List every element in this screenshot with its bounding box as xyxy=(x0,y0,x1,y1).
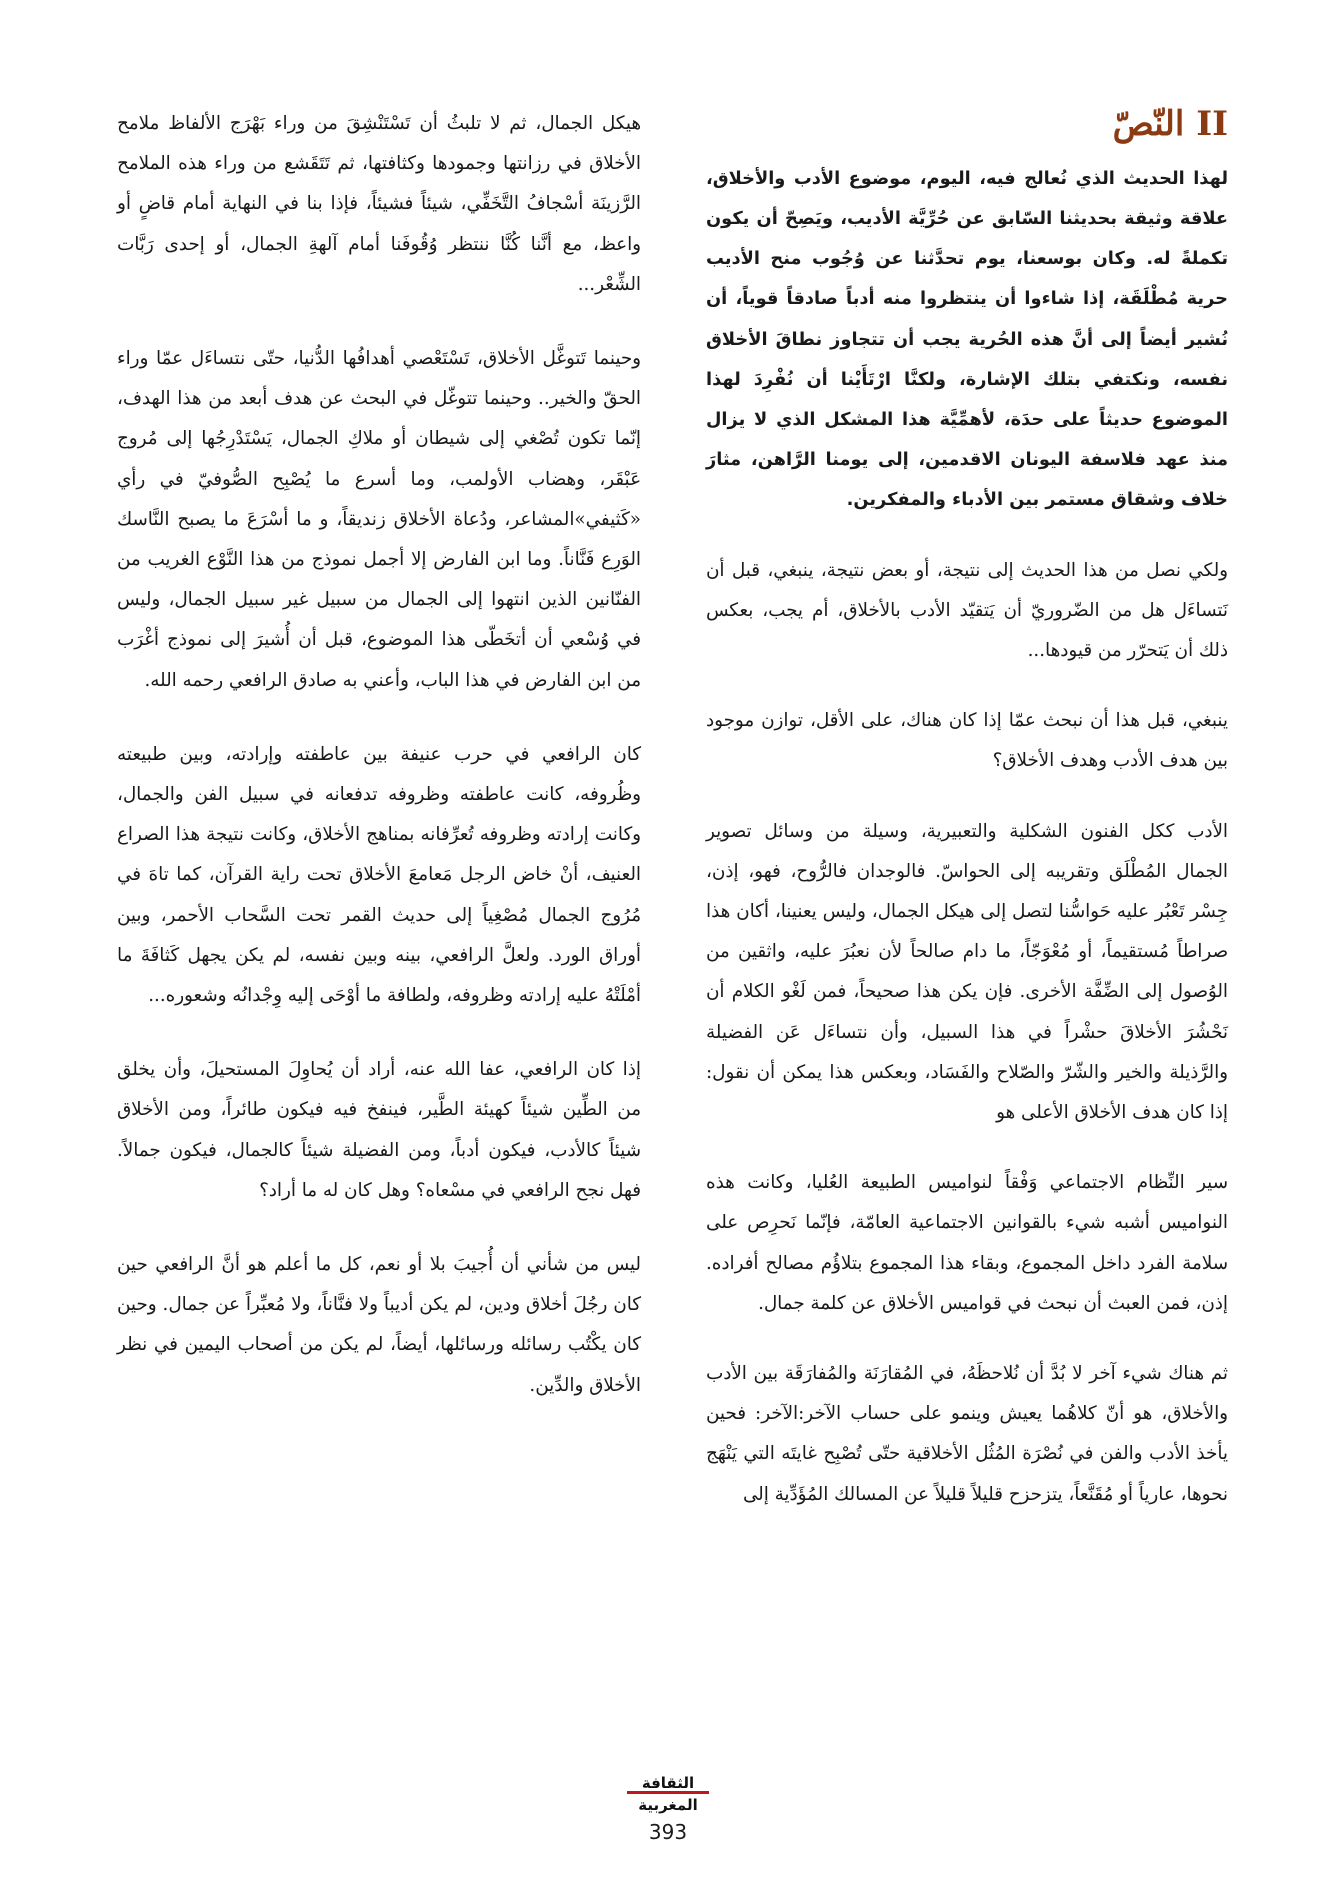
right-column xyxy=(706,104,1228,1545)
page-number: 393 xyxy=(648,1820,688,1844)
paragraph: سير النِّظام الاجتماعي وَفْقاً لنواميس الطبيعة العُليا، وكانت هذه النواميس أشبه شيء بالقوانين الاجتماعية العامّة، فإنّما نَحرِص على سلامة الفرد داخل المجموع، وبقاء هذا المجموع بتلاؤُم مصالح أفراده. إذن، فمن العبث أن نبحث في قواميس الأخلاق عن كلمة جمال. xyxy=(706,1172,1228,1314)
paragraph: ينبغي، قبل هذا أن نبحث عمّا إذا كان هناك، على الأقل، توازن موجود بين هدف الأدب وهدف الأخلاق؟ xyxy=(706,710,1228,772)
paragraph: كان الرافعي في حرب عنيفة بين عاطفته وإرادته، وبين طبيعته وظُروفه، كانت عاطفته وظروفه تدفعانه في سبيل الفن والجمال، وكانت إرادته وظروفه تُعرِّفانه بمناهج الأخلاق، وكانت نتيجة هذا الصراع العنيف، أنْ خاض الرجل مَعامعَ الأخلاق تحت راية القرآن، كما تاهَ في مُرُوج الجمال مُصْغِياً إلى حديث القمر تحت السَّحاب الأحمر، وبين أوراق الورد. ولعلَّ الرافعي، بينه وبين نفسه، لم يكن يجهل كَثافَةَ ما أمْلَتْهُ عليه إرادته وظروفه، ولطافة ما أوْحَى إليه وِجْدانُه وشعوره... xyxy=(117,743,641,1007)
page-footer xyxy=(608,1772,728,1844)
paragraph: الأدب ككل الفنون الشكلية والتعبيرية، وسيلة من وسائل تصوير الجمال المُطْلَق وتقريبه إلى الحواسّ. فالوجدان فالرُّوح، فهو، إذن، جِسْر تَعْبُر عليه حَواسُّنا لتصل إلى هيكل الجمال، وليس يعنينا، أكان هذا صراطاً مُستقيماً، أو مُعْوَجّاً، ما دام صالحاً لأن نعبُرَ عليه، واثقين من الوُصول إلى الضِّفَّة الأخرى. فإن يكن هذا صحيحاً، فمن لَغْو الكلام أن نَحْشُرَ الأخلاقَ حشْراً في هذا السبيل، وأن نتساءَل عَن الفضيلة والرَّذيلة والخير والشّرّ والصّلاح والفَسَاد، وبعكس هذا يمكن أن نقول: إذا كان هدف الأخلاق الأعلى هو xyxy=(706,820,1228,1124)
paragraph: هيكل الجمال، ثم لا تلبثُ أن تَسْتَنْشِقَ من وراء بَهْرَج الألفاظ ملامح الأخلاق في رزانتها وجمودها وكثافتها، ثم تَتَقَشع من وراء هذه الملامح الرَّزينَة أسْجافُ التَّخَفِّي، شيئاً فشيئاً، فإذا بنا في النهاية أمام قاضٍ أو واعظ، مع أنَّنا كُنَّا ننتظر وُقُوفَنا أمام آلهةِ الجمال، أو إحدى رَبَّات الشِّعْر... xyxy=(117,113,641,295)
lead-paragraph: لهذا الحديث الذي نُعالج فيه، اليوم، موضوع الأدب والأخلاق، علاقة وثيقة بحديثنا السّابق عن حُرِّيَّة الأديب، ويَصِحّ أن يكون تكملةً له. وكان بوسعنا، يوم تحدَّثنا عن وُجُوب منح الأديب حرية مُطْلَقَة، إذا شاءوا أن ينتظروا منه أدباً صادقاً قوياً، أن نُشير أيضاً إلى أنَّ هذه الحُرية يجب أن تتجاوز نطاقَ الأخلاق نفسه، ونكتفي بتلك الإشارة، ولكنَّا ارْتَأَيْنا أن نُفْرِدَ لهذا الموضوع حديثاً على حدَة، لأهمِّيَّة هذا المشكل الذي لا يزال منذ عهد فلاسفة اليونان الاقدمين، إلى يومنا الرَّاهن، مثارَ خلاف وشقاق مستمر بين الأدباء والمفكرين. xyxy=(706,167,1228,511)
left-column xyxy=(117,104,641,1440)
logo-text-top: الثقافة xyxy=(641,1774,695,1792)
logo-text-bottom: المغربية xyxy=(638,1796,698,1814)
paragraph: إذا كان الرافعي، عفا الله عنه، أراد أن يُحاوِلَ المستحيلَ، وأن يخلق من الطِّين شيئاً كهيئة الطَّير، فينفخ فيه فيكون طائراً، ومن الأخلاق شيئاً كالأدب، فيكون أدباً، ومن الفضيلة شيئاً كالجمال، فيكون جمالاً. فهل نجح الرافعي في مسْعاه؟ وهل كان له ما أراد؟ xyxy=(117,1059,641,1201)
magazine-logo xyxy=(613,1772,723,1814)
paragraph: وحينما تَتوغَّل الأخلاق، تَسْتَعْصي أهدافُها الدُّنيا، حتّى نتساءَل عمّا وراء الحقّ والخير.. وحينما تتوغّل في البحث عن هدف أبعد من هذا الهدف، إنّما تكون تُصْغي إلى شيطان أو ملاكِ الجمال، يَسْتَدْرِجُها إلى مُروج عَبْقَر، وهضاب الأولمب، وما أسرع ما يُصْبِح الصُّوفيّ في رأي «كَثيفي»المشاعر، ودُعاة الأخلاق زنديقاً، و ما أسْرَعَ ما يصبح النَّاسك الوَرِع فَنَّاناً. وما ابن الفارض إلا أجمل نموذج من هذا النَّوْع الغريب من الفنّانين الذين انتهوا إلى الجمال من سبيل غير سبيل الجمال، وليس في وُسْعي أن أتخَطّى هذا الموضوع، قبل أن أُشيرَ إلى نموذج أغْرَب من ابن الفارض في هذا الباب، وأعني به صادق الرافعي رحمه الله. xyxy=(117,348,641,691)
paragraph: ولكي نصل من هذا الحديث إلى نتيجة، أو بعض نتيجة، ينبغي، قبل أن نَتساءَل هل من الضّروريّ أن يَتقيّد الأدب بالأخلاق، أم يجب، بعكس ذلك أن يَتحرّر من قيودها... xyxy=(706,559,1228,662)
paragraph: ليس من شأني أن أُجيبَ بلا أو نعم، كل ما أعلم هو أنَّ الرافعي حين كان رجُلَ أخلاق ودين، لم يكن أديباً ولا فنَّاناً، ولا مُعبِّراً عن جمال. وحين كان يكْتُب رسائله ورسائلها، أيضاً، لم يكن من أصحاب اليمين في نظر الأخلاق والدِّين. xyxy=(117,1254,641,1396)
paragraph: ثم هناك شيء آخر لا بُدَّ أن نُلاحظَهُ، في المُقارَنَة والمُفارَقَة بين الأدب والأخلاق، هو أنّ كلاهُما يعيش وينمو على حساب الآخر:الآخر: فحين يأخذ الأدب والفن في نُصْرَة المُثُل الأخلاقية حتّى تُصْبِح غايتَه التي يَنْهَج نحوها، عارياً أو مُقَنَّعاً، يتزحزح قليلاً قليلاً عن المسالك المُؤَدِّية إلى xyxy=(706,1363,1228,1505)
section-title: II النّصّ xyxy=(1112,104,1228,144)
